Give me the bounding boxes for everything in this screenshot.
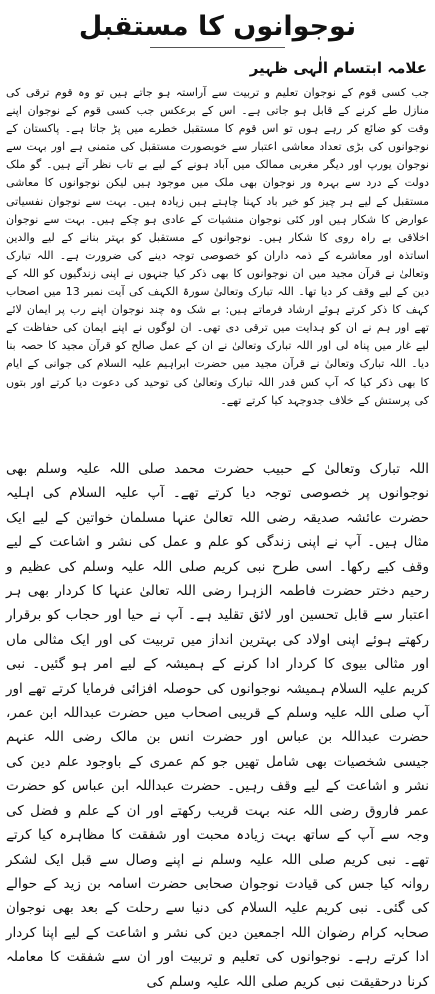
title-underline xyxy=(150,47,285,48)
paragraph-1: جب کسی قوم کے نوجوان تعلیم و تربیت سے آراستہ ہو جاتے ہیں تو وہ قوم ترقی کی منازل طے کرنے کے قابل ہو جاتی ہے۔ اس کے برعکس جب کسی قوم کے نوجوان اپنے وقت کو ضائع کر رہے ہوں تو اس قوم کا مستقبل خطرے میں پڑ جاتا ہے۔ پاکستان کے نوجوانوں کی بڑی تعداد معاشی اعتبار سے خوبصورت مستقبل کی متمنی ہے اور بہت سے نوجوان یورپ اور دیگر مغربی ممالک میں آباد ہونے کے لیے بے تاب نظر آتے ہیں۔ گو ملک دولت کے درد سے بہرہ ور نوجوان بھی ملک میں موجود ہیں لیکن نوجوانوں کا معاشی مستقبل کے لیے ہر چیز کو خیر باد کہنا چاہتے ہیں زیادہ ہیں۔ بہت سے نوجوان نفسیاتی عوارض کا شکار ہیں اور کئی نوجوان منشیات کے عادی ہو چکے ہیں۔ بہت سے نوجوان اخلاقی بے راہ روی کا شکار ہیں۔ نوجوانوں کے مستقبل کو بہتر بنانے کے لیے والدین اساتذہ اور معاشرے کے ذمہ داران کو خصوصی توجہ دینے کی ضرورت ہے۔ اللہ تبارک وتعالیٰ نے قرآن مجید میں ان نوجوانوں کا بھی ذکر کیا جنہوں نے اپنی زندگیوں کو اللہ کے دین کے لیے وقف کر دیا تھا۔ اللہ تبارک وتعالیٰ سورۃ الکہف کی آیت نمبر 13 میں اصحاب کہف کا ذکر کرتے ہوئے ارشاد فرماتے ہیں: بے شک وہ چند نوجوان اپنے رب پر ایمان لائے تھے اور ہم نے ان کو ہدایت میں ترقی دی تھی۔ ان لوگوں نے اپنے ایمان کی حفاظت کے لیے غار میں پناہ لی اور اللہ تبارک وتعالیٰ نے ان کے عمل صالح کو قرآن مجید کا حصہ بنا دیا۔ اللہ تبارک وتعالیٰ نے قرآن مجید میں حضرت ابراہیم علیہ السلام کی جوانی کے ایام کا بھی ذکر کیا کہ آپ کس قدر اللہ تبارک وتعالیٰ کی توحید کی دعوت دیا کرتے اور بتوں کی پرستش کے خلاف جدوجہد کیا کرتے تھے۔ xyxy=(6,86,429,407)
paragraph-2: اللہ تبارک وتعالیٰ کے حبیب حضرت محمد صلی اللہ علیہ وسلم بھی نوجوانوں پر خصوصی توجہ دیا کرتے تھے۔ آپ علیہ السلام کی اہلیہ حضرت عائشہ صدیقہ رضی اللہ تعالیٰ عنہا مسلمان خواتین کے لیے ایک مثال ہیں۔ آپ نے اپنی زندگی کو علم و عمل کی نشر و اشاعت کے لیے وقف کیے رکھا۔ اسی طرح نبی کریم صلی اللہ علیہ وسلم کی عظیم و رحیم دختر حضرت فاطمہ الزہرا رضی اللہ تعالیٰ عنہا کا کردار بھی ہر اعتبار سے قابل تحسین اور لائق تقلید ہے۔ آپ نے حیا اور حجاب کو برقرار رکھتے ہوئے اپنی اولاد کی بہترین انداز میں تربیت کی اور ایک مثالی ماں اور مثالی بیوی کا کردار ادا کرنے کے ہمیشہ کے لیے امر ہو گئیں۔ نبی کریم علیہ السلام ہمیشہ نوجوانوں کی حوصلہ افزائی فرمایا کرتے تھے اور آپ صلی اللہ علیہ وسلم کے قریبی اصحاب میں حضرت عبداللہ ابن عمر، حضرت عبداللہ بن عباس اور حضرت انس بن مالک رضی اللہ عنہم جیسی شخصیات بھی شامل تھیں جو کم عمری کے باوجود علم دین کی نشر و اشاعت کے لیے وقف رہیں۔ حضرت عبداللہ ابن عباس کو حضرت عمر فاروق رضی اللہ عنہ بہت قریب رکھتے اور ان کے علم و فضل کی وجہ سے آپ کے ساتھ بہت زیادہ محبت اور شفقت کا مظاہرہ کیا کرتے تھے۔ نبی کریم صلی اللہ علیہ وسلم نے اپنے وصال سے قبل ایک لشکر روانہ کیا جس کی قیادت نوجوان صحابی حضرت اسامہ بن زید کے حوالے کی گئی۔ نبی کریم علیہ السلام کی دنیا سے رحلت کے بعد بھی نوجوان صحابہ کرام رضوان اللہ اجمعین دین کی نشر و اشاعت کے لیے اپنا کردار ادا کرتے رہے۔ نوجوانوں کی تعلیم و تربیت اور ان سے شفقت کا معاملہ کرنا درحقیقت نبی کریم صلی اللہ علیہ وسلم کی xyxy=(6,461,429,990)
article-title: نوجوانوں کا مستقبل xyxy=(78,11,357,42)
author-name: علامہ ابتسام الٰہی ظہیر xyxy=(249,59,427,77)
paragraph-divider xyxy=(0,449,435,450)
